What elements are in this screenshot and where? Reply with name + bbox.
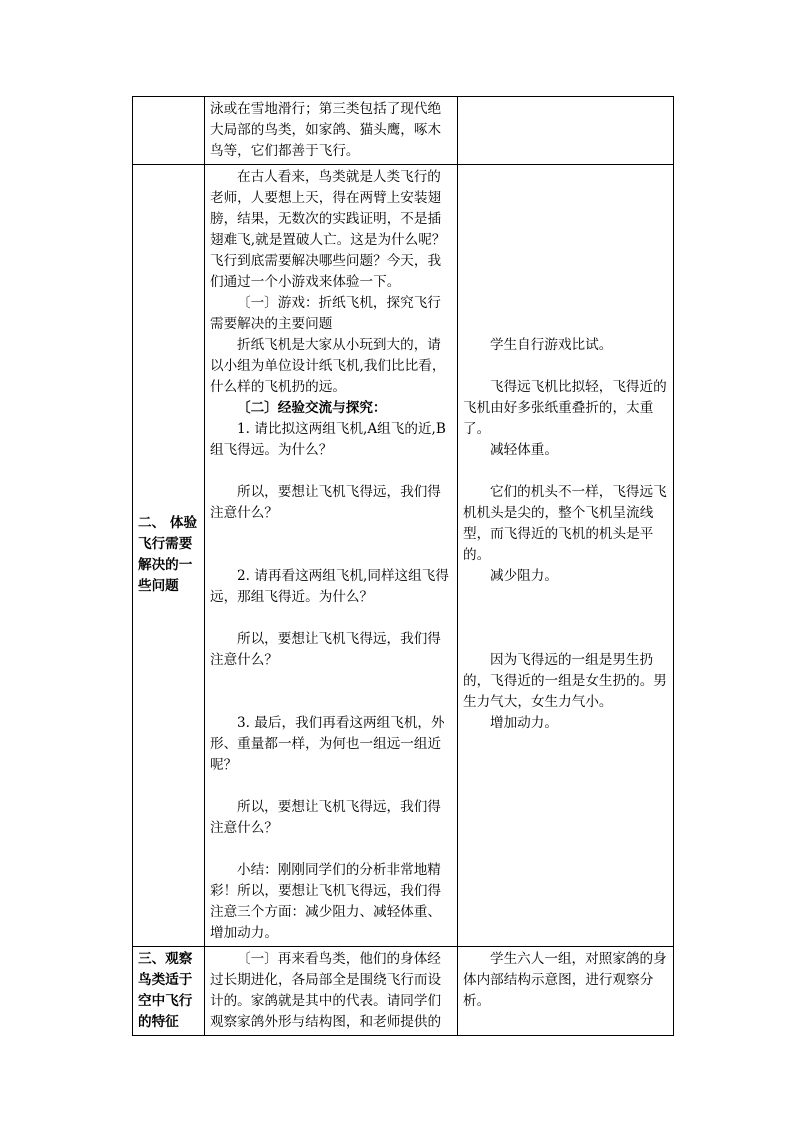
game-text: 折纸飞机是大家从小玩到大的，请以小组为单位设计纸飞机,我们比比看，什么样的飞机扔的远。 [210, 337, 446, 395]
question-1-follow: 所以，要想让飞机飞得远，我们得注意什么？ [210, 484, 441, 521]
student-cell [458, 97, 674, 165]
student-answer-3: 因为飞得远的一组是男生扔的，飞得近的一组是女生扔的。男生力气大，女生力气小。 [463, 652, 667, 710]
stage-cell [133, 97, 205, 165]
intro-paragraph: 在古人看来，鸟类就是人类飞行的老师，人要想上天，得在两臂上安装翅膀，结果，无数次的实践证明，不是插翅难飞,就是置破人亡。这是为什么呢？飞行到底需要解决哪些问题？今天，我们通过一个小游戏来体验一下。 [210, 169, 446, 290]
content-cell [205, 165, 458, 947]
student-text: 学生六人一组，对照家鸽的身体内部结构示意图，进行观察分析。 [463, 951, 667, 1009]
student-answer-1: 飞得远飞机比拟轻，飞得近的飞机由好多张纸重叠折的，太重了。 [463, 379, 667, 437]
question-1: 1. 请比拟这两组飞机,A组飞的近,B组飞得远。为什么？ [210, 421, 446, 458]
stage-cell [133, 947, 205, 1036]
table-row [133, 165, 674, 947]
discuss-title: 〔二〕经验交流与探究： [237, 400, 387, 416]
question-2-follow: 所以，要想让飞机飞得远，我们得注意什么？ [210, 631, 441, 668]
student-cell [458, 165, 674, 947]
question-2: 2. 请再看这两组飞机,同样这组飞得远，那组飞得近。为什么？ [210, 568, 449, 605]
content-text: 泳或在雪地滑行；第三类包括了现代绝大局部的鸟类，如家鸽、猫头鹰，啄木鸟等，它们都善于飞行。 [210, 101, 442, 159]
table-row [133, 947, 674, 1036]
stage-title: 二、 体验飞行需要解决的一些问题 [138, 514, 198, 594]
content-cell [205, 947, 458, 1036]
summary: 小结：刚刚同学们的分析非常地精彩！所以，要想让飞机飞得远，我们得注意三个方面：减少阻力、减轻体重、增加动力。 [210, 862, 442, 941]
table-row [133, 97, 674, 165]
stage-cell [133, 165, 205, 947]
student-answer-2b: 减少阻力。 [490, 568, 558, 584]
content-text: 〔一〕再来看鸟类，他们的身体经过长期进化，各局部全是围绕飞行而设计的。家鸽就是其中的代表。请同学们观察家鸽外形与结构图，和老师提供的 [210, 951, 442, 1030]
student-answer-1b: 减轻体重。 [490, 442, 558, 458]
question-3: 3. 最后，我们再看这两组飞机，外形、重量都一样，为何也一组远一组近呢？ [210, 715, 445, 773]
student-game: 学生自行游戏比试。 [490, 337, 613, 353]
student-cell [458, 947, 674, 1036]
student-answer-2: 它们的机头不一样，飞得远飞机机头是尖的，整个飞机呈流线型，而飞得近的飞机的机头是平的。 [463, 484, 667, 563]
stage-title: 三、观察鸟类适于空中飞行的特征 [138, 951, 193, 1030]
question-3-follow: 所以，要想让飞机飞得远，我们得注意什么？ [210, 799, 441, 836]
content-cell [205, 97, 458, 165]
lesson-plan-table [132, 96, 674, 1036]
student-answer-3b: 增加动力。 [490, 715, 558, 731]
game-title: 〔一〕游戏：折纸飞机，探究飞行需要解决的主要问题 [210, 295, 441, 332]
